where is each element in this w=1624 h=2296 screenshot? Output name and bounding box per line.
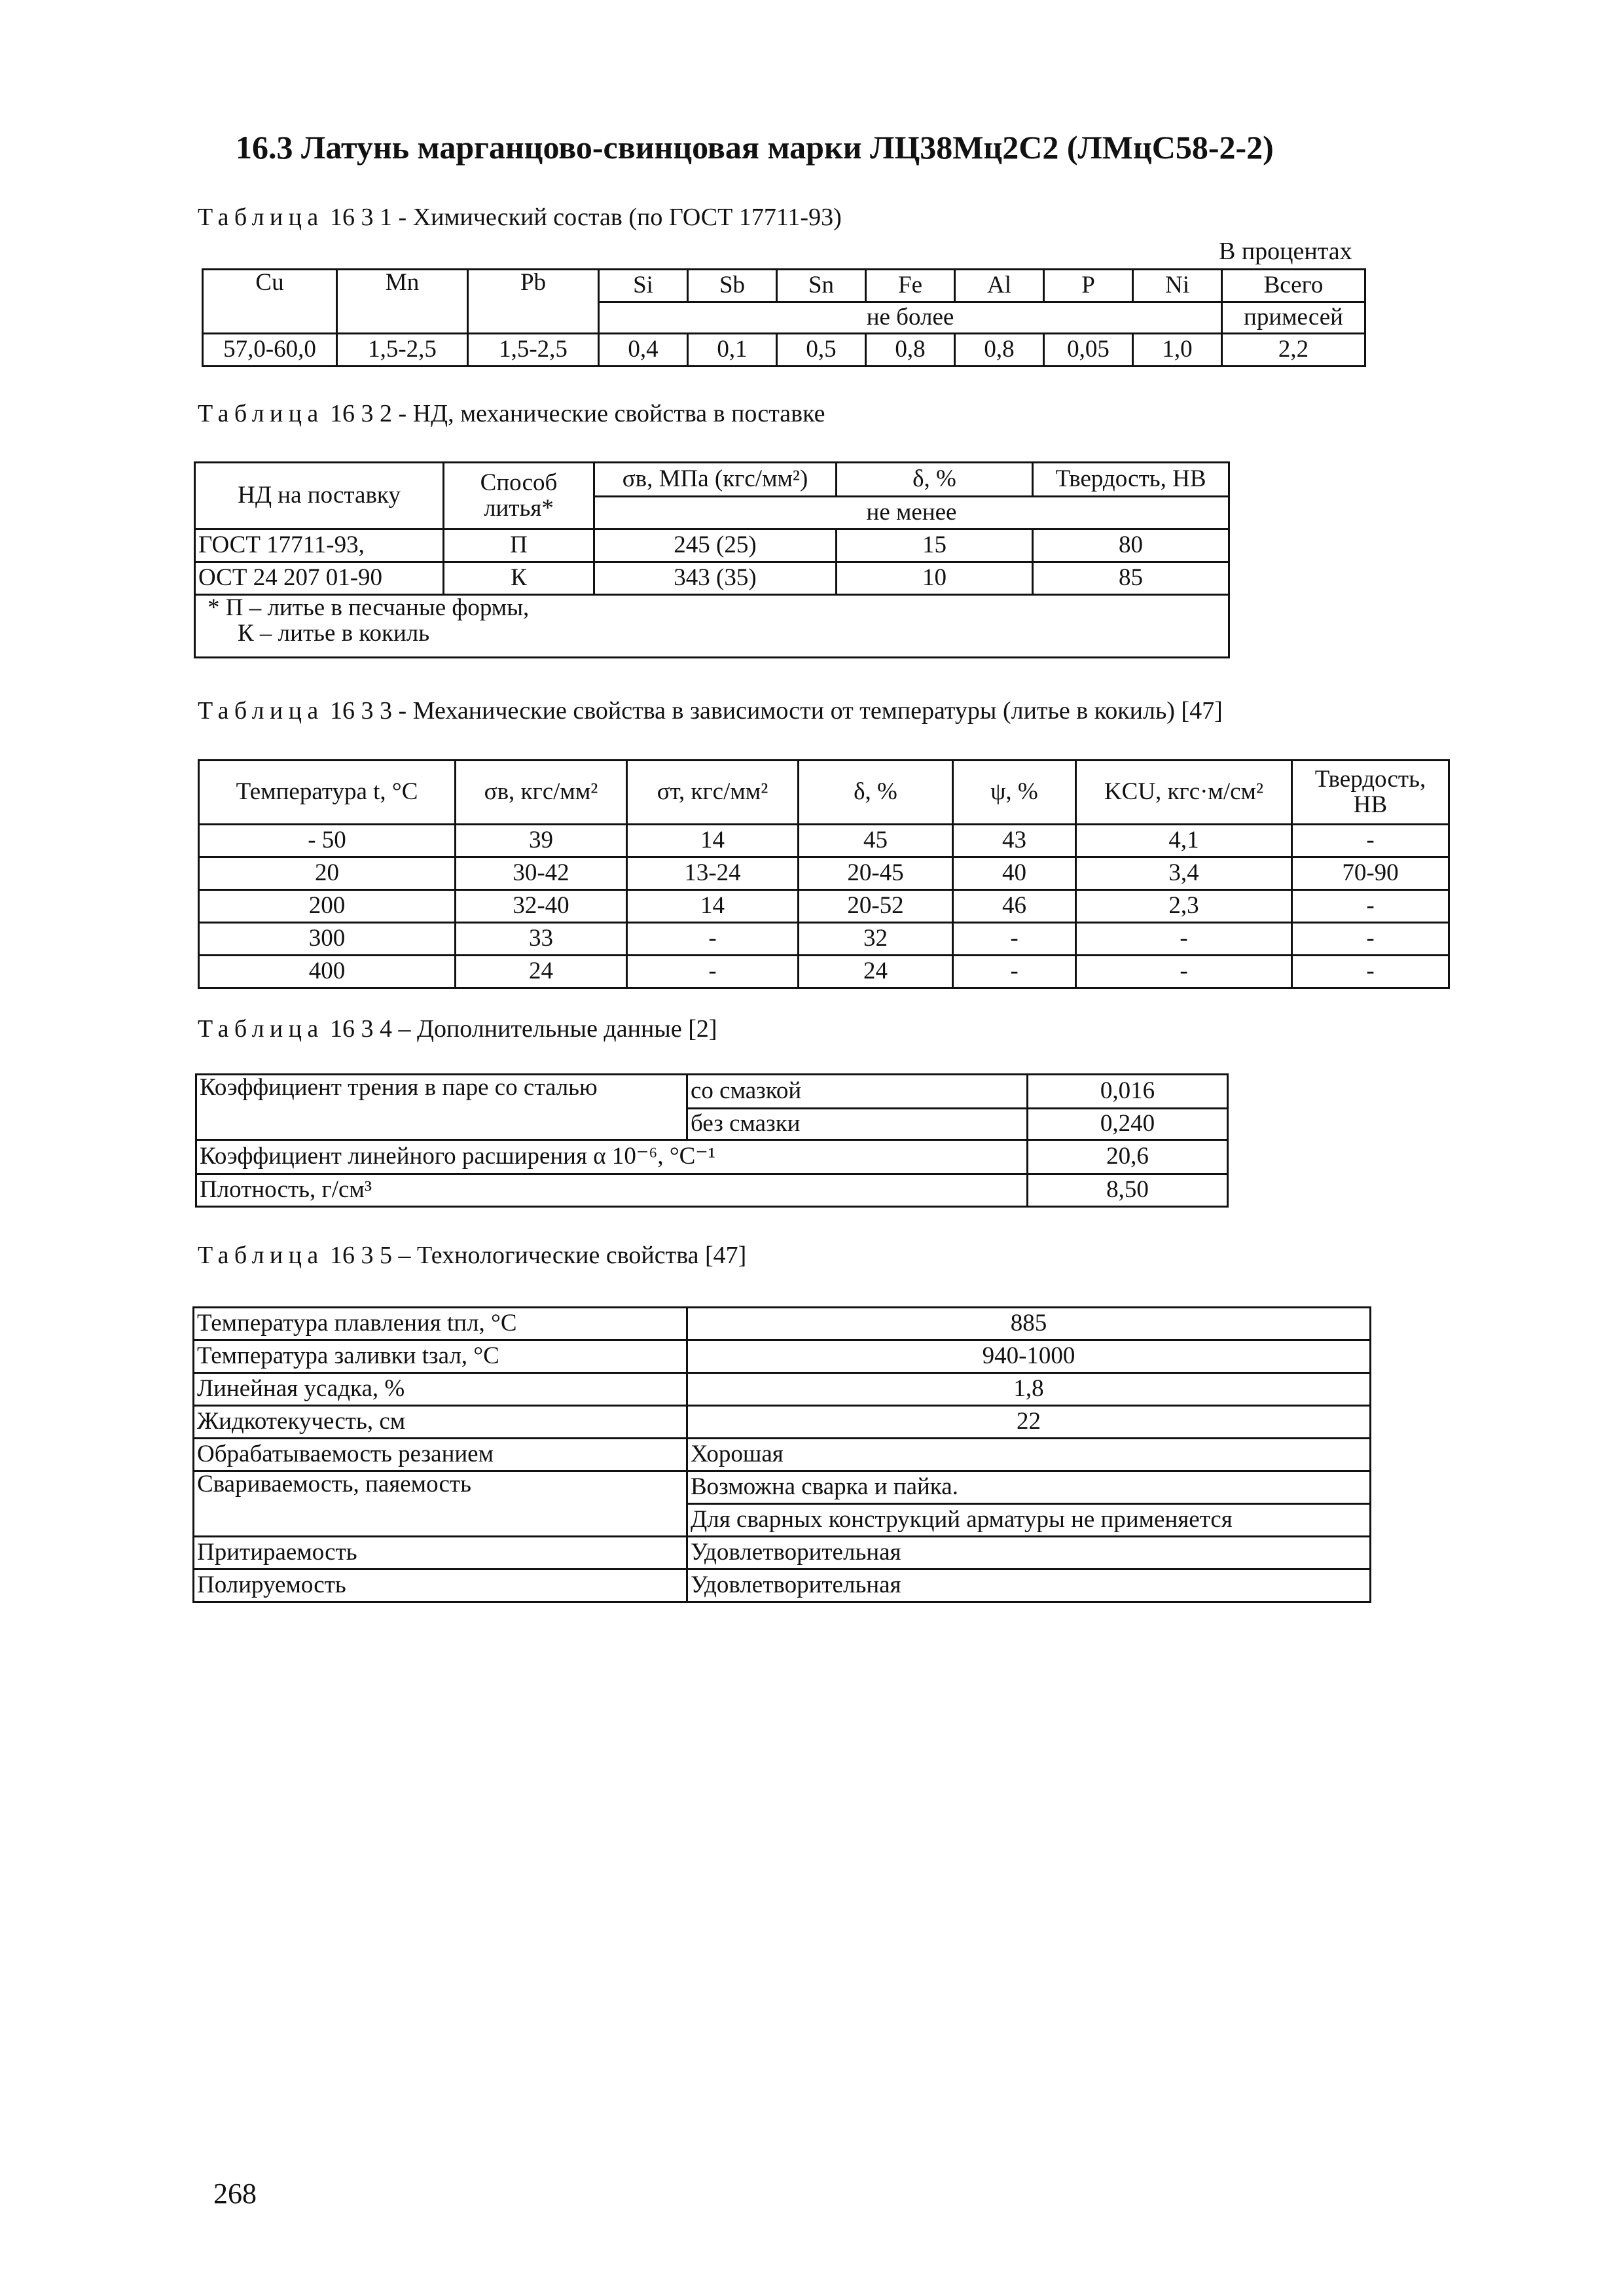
data-cell: 3,4 [1076,857,1292,890]
property-name: Температура плавления tпл, °С [194,1308,687,1340]
data-cell: 4,1 [1076,825,1292,857]
value-ni: 1,0 [1133,334,1222,367]
temp-cell: 400 [199,956,456,988]
property-value: 885 [687,1308,1371,1340]
table-number: 16 3 2 [330,400,393,427]
property-name: Обрабатываемость резанием [194,1439,687,1471]
data-cell: - [1292,923,1449,956]
chemical-composition-table [202,268,1366,367]
page-number: 268 [213,2178,257,2210]
property-value: Возможна сварка и пайка. [687,1471,1371,1504]
expansion-value: 20,6 [1028,1140,1228,1174]
header-impurities: примесей [1222,302,1365,334]
data-cell: 43 [953,825,1076,857]
table-caption-text: - Механические свойства в зависимости от температуры (литье в кокиль) [47] [392,697,1223,725]
header-hardness: Твердость, НВ [1033,463,1229,497]
temp-cell: 200 [199,890,456,923]
header-delta: δ, % [799,761,953,825]
sigma-cell: 245 (25) [594,529,837,562]
data-cell: - [627,956,799,988]
table-label: Таблица [198,1242,324,1269]
friction-label: Коэффициент трения в паре со сталью [196,1075,687,1140]
data-cell: 24 [456,956,627,988]
temp-cell: 20 [199,857,456,890]
hardness-cell: 85 [1033,562,1229,595]
hardness-cell: 80 [1033,529,1229,562]
table-label: Таблица [198,204,324,231]
temperature-properties-table [198,759,1450,989]
data-cell: - [1076,923,1292,956]
header-hardness: Твердость, НВ [1292,761,1449,825]
data-cell: 40 [953,857,1076,890]
property-name: Полируемость [194,1570,687,1602]
value-fe: 0,8 [866,334,955,367]
header-sn: Sn [777,270,866,302]
value-si: 0,4 [599,334,688,367]
table3-caption [198,696,1223,725]
data-cell: 39 [456,825,627,857]
data-cell: 13-24 [627,857,799,890]
header-si: Si [599,270,688,302]
table-label: Таблица [198,1015,324,1043]
header-mn: Mn [337,270,468,334]
value-mn: 1,5-2,5 [337,334,468,367]
density-value: 8,50 [1028,1174,1228,1207]
header-nd: НД на поставку [195,463,444,529]
header-max: не более [599,302,1222,334]
header-sigma-t: σт, кгс/мм² [627,761,799,825]
property-value: 22 [687,1406,1371,1439]
data-cell: - [1292,890,1449,923]
header-sigma-b: σв, кгс/мм² [456,761,627,825]
data-cell: 20-52 [799,890,953,923]
data-cell: - [1292,825,1449,857]
table-number: 16 3 3 [330,697,393,725]
table-number: 16 3 5 [330,1242,393,1269]
property-value: Хорошая [687,1439,1371,1471]
table-caption-text: - Химический состав (по ГОСТ 17711-93) [392,204,842,231]
table1-caption [198,203,842,232]
data-cell: 45 [799,825,953,857]
property-value: Удовлетворительная [687,1537,1371,1570]
property-name: Притираемость [194,1537,687,1570]
with-lubrication-label: со смазкой [687,1075,1028,1109]
data-cell: 2,3 [1076,890,1292,923]
property-value: Для сварных конструкций арматуры не применяется [687,1504,1371,1537]
header-psi: ψ, % [953,761,1076,825]
footnote-line: * П – литье в песчаные формы, [208,594,530,621]
data-cell: 32 [799,923,953,956]
header-minimum: не менее [594,497,1229,529]
property-name: Температура заливки tзал, °С [194,1340,687,1373]
table4-caption [198,1014,717,1043]
nd-gost: ГОСТ 17711-93, [195,529,444,562]
table-caption-text: - НД, механические свойства в поставке [392,400,825,427]
header-p: P [1044,270,1133,302]
property-name: Жидкотекучесть, см [194,1406,687,1439]
sigma-cell: 343 (35) [594,562,837,595]
data-cell: - [1076,956,1292,988]
property-name: Свариваемость, паяемость [194,1471,687,1537]
table2-caption [198,399,825,428]
header-sb: Sb [688,270,777,302]
table-caption-text: – Дополнительные данные [2] [392,1015,717,1043]
table-number: 16 3 1 [330,204,393,231]
property-value: Удовлетворительная [687,1570,1371,1602]
data-cell: 20-45 [799,857,953,890]
table-label: Таблица [198,697,324,725]
header-sigma: σв, МПа (кгс/мм²) [594,463,837,497]
data-cell: 33 [456,923,627,956]
data-cell: 24 [799,956,953,988]
value-sn: 0,5 [777,334,866,367]
header-fe: Fe [866,270,955,302]
without-lubrication-value: 0,240 [1028,1109,1228,1140]
data-cell: 32-40 [456,890,627,923]
data-cell: - [627,923,799,956]
header-pb: Pb [468,270,599,334]
header-cu: Cu [203,270,337,334]
header-delta: δ, % [837,463,1033,497]
casting-footnote [195,595,1229,658]
data-cell: - [1292,956,1449,988]
data-cell: - [953,956,1076,988]
temp-cell: 300 [199,923,456,956]
table-caption-text: – Технологические свойства [47] [392,1242,747,1269]
value-pb: 1,5-2,5 [468,334,599,367]
property-value: 940-1000 [687,1340,1371,1373]
delta-cell: 15 [837,529,1033,562]
value-sb: 0,1 [688,334,777,367]
value-p: 0,05 [1044,334,1133,367]
technological-properties-table [192,1306,1371,1603]
data-cell: 70-90 [1292,857,1449,890]
header-total: Всего [1222,270,1365,302]
table5-caption [198,1241,746,1270]
value-cu: 57,0-60,0 [203,334,337,367]
header-casting-method: Способ литья* [444,463,594,529]
units-note: В процентах [1219,238,1352,265]
without-lubrication-label: без смазки [687,1109,1028,1140]
property-value: 1,8 [687,1373,1371,1406]
method-cell: К [444,562,594,595]
data-cell: 14 [627,890,799,923]
temp-cell: - 50 [199,825,456,857]
with-lubrication-value: 0,016 [1028,1075,1228,1109]
data-cell: 30-42 [456,857,627,890]
data-cell: 46 [953,890,1076,923]
header-kcu: KCU, кгс·м/см² [1076,761,1292,825]
table-label: Таблица [198,400,324,427]
value-total: 2,2 [1222,334,1365,367]
header-al: Al [955,270,1044,302]
data-cell: 14 [627,825,799,857]
expansion-label: Коэффициент линейного расширения α 10⁻⁶, °С⁻¹ [196,1140,1028,1174]
property-name: Линейная усадка, % [194,1373,687,1406]
additional-data-table [195,1073,1229,1208]
data-cell: - [953,923,1076,956]
delivery-properties-table [194,461,1230,658]
footnote-line: К – литье в кокиль [238,619,430,647]
density-label: Плотность, г/см³ [196,1174,1028,1207]
header-ni: Ni [1133,270,1222,302]
method-cell: П [444,529,594,562]
table-number: 16 3 4 [330,1015,393,1043]
nd-ost: ОСТ 24 207 01-90 [195,562,444,595]
delta-cell: 10 [837,562,1033,595]
value-al: 0,8 [955,334,1044,367]
page-title: 16.3 Латунь марганцово-свинцовая марки ЛЦ38Мц2С2 (ЛМцС58-2-2) [236,129,1274,166]
header-temperature: Температура t, °С [199,761,456,825]
